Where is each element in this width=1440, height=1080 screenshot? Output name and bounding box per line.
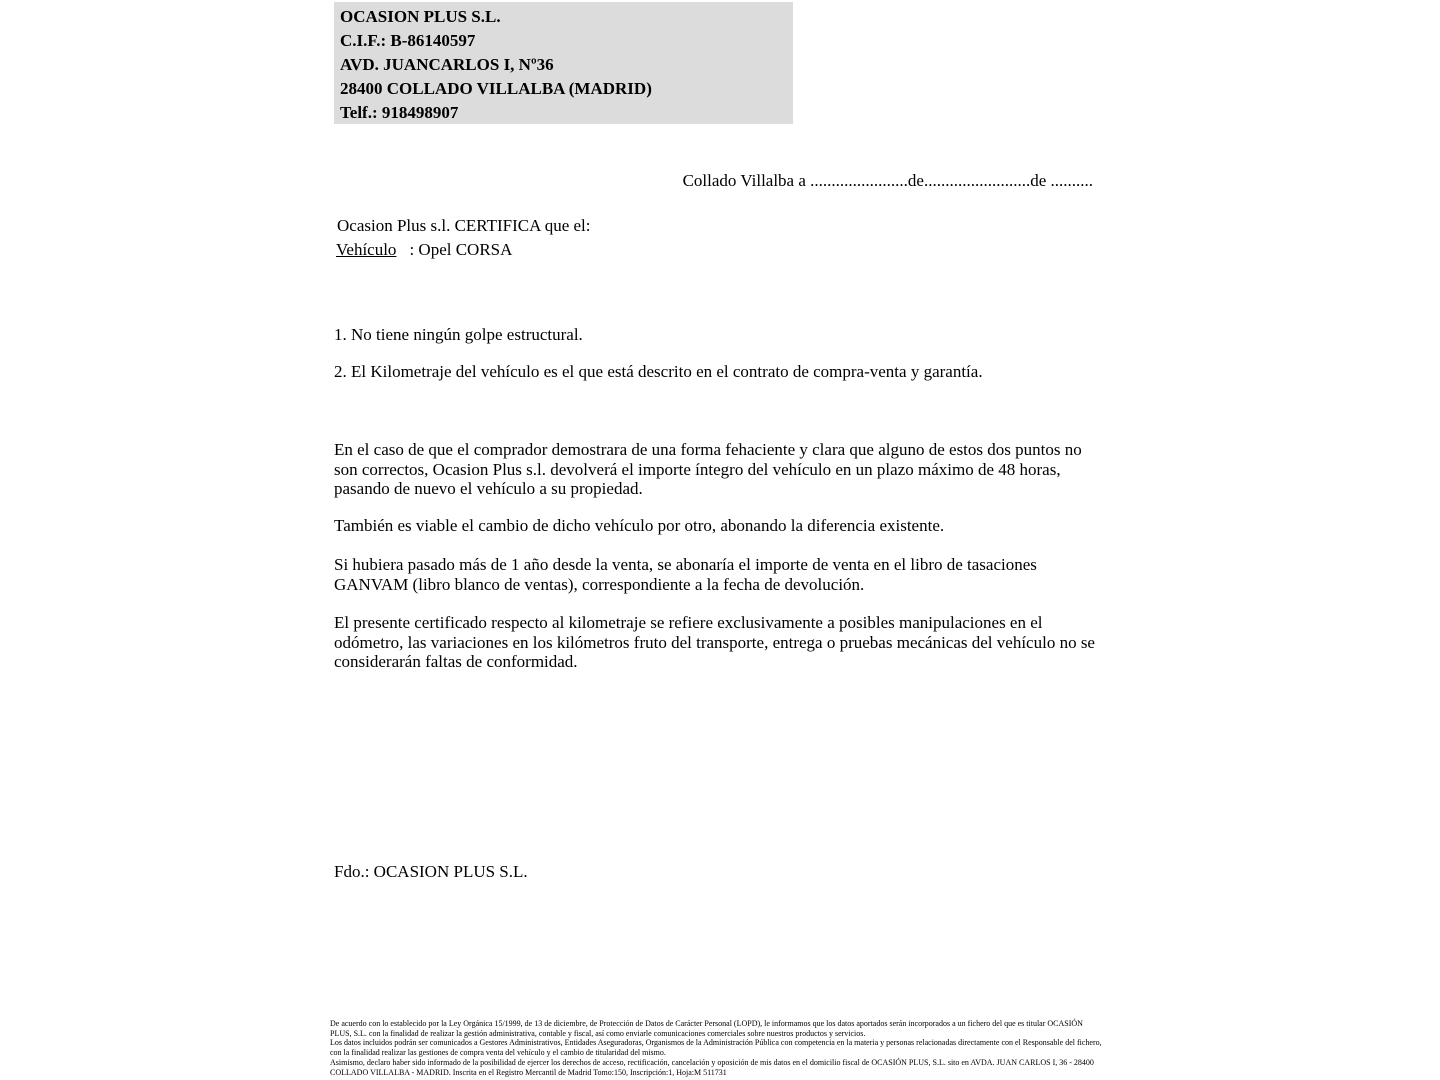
paragraph-odometer-disclaimer: El presente certificado respecto al kilometraje se refiere exclusivamente a posibles manipulaciones en el odómetro, las variaciones en los kilómetros fruto del transporte, entrega o pruebas mecánicas del vehículo no se considerarán faltas de conformidad. (334, 613, 1095, 671)
legal-paragraph-data-sharing: Los datos incluidos podrán ser comunicados a Gestores Administrativos, Entidades Aseguradoras, Organismos de la Administración Pública con competencia en la materia y personas relacionadas directamente con el Responsable del fichero, con la finalidad realizar las gestiones de compra venta del vehículo y el cambio de titularidad del mismo. (330, 1038, 1102, 1058)
certifies-intro: Ocasion Plus s.l. CERTIFICA que el: (337, 216, 591, 235)
legal-footer (330, 1019, 1102, 1077)
certificate-point-2: 2. El Kilometraje del vehículo es el que está descrito en el contrato de compra-venta y garantía. (334, 362, 983, 381)
vehicle-label: Vehículo (336, 240, 397, 259)
company-address: AVD. JUANCARLOS I, Nº36 (340, 55, 554, 74)
legal-paragraph-rights: Asimismo, declaro haber sido informado de la posibilidad de ejercer los derechos de acceso, rectificación, cancelación y oposición de mis datos en el domicilio fiscal de OCASIÓN PLUS, S.L. sito en AVDA. JUAN CARLOS I, 36 - 28400 COLLADO VILLALBA - MADRID. Inscrita en el Registro Mercantil de Madrid Tomo:150, Inscripción:1, Hoja:M 511731 (330, 1057, 1094, 1077)
legal-paragraph-lopd: De acuerdo con lo establecido por la Ley Orgánica 15/1999, de 13 de diciembre, de Protección de Datos de Carácter Personal (LOPD), le informamos que los datos aportados serán incorporados a un fichero del que es titular OCASIÓN PLUS, S.L. con la finalidad de realizar la gestión administrativa, contable y fiscal, así como enviarle comunicaciones comerciales sobre nuestros productos y servicios. (330, 1019, 1083, 1038)
certificate-point-1: 1. No tiene ningún golpe estructural. (334, 325, 583, 344)
signature-line: Fdo.: OCASION PLUS S.L. (334, 862, 528, 881)
paragraph-refund-policy: En el caso de que el comprador demostrara de una forma fehaciente y clara que alguno de estos dos puntos no son correctos, Ocasion Plus s.l. devolverá el importe íntegro del vehículo en un plazo máximo de 48 horas, pasando de nuevo el vehículo a su propiedad. (334, 440, 1082, 498)
company-name: OCASION PLUS S.L. (340, 7, 501, 26)
paragraph-ganvam-valuation: Si hubiera pasado más de 1 año desde la venta, se abonaría el importe de venta en el libro de tasaciones GANVAM (libro blanco de ventas), correspondiente a la fecha de devolución. (334, 555, 1037, 594)
date-fill-line: Collado Villalba a .......................de.........................de .......... (682, 171, 1093, 190)
company-header-block (334, 2, 793, 124)
vehicle-line (336, 240, 512, 260)
company-city: 28400 COLLADO VILLALBA (MADRID) (340, 79, 652, 98)
company-cif: C.I.F.: B-86140597 (340, 31, 476, 50)
paragraph-exchange-option: También es viable el cambio de dicho vehículo por otro, abonando la diferencia existente. (334, 516, 945, 535)
vehicle-value: : Opel CORSA (409, 240, 513, 259)
company-phone: Telf.: 918498907 (340, 103, 459, 122)
